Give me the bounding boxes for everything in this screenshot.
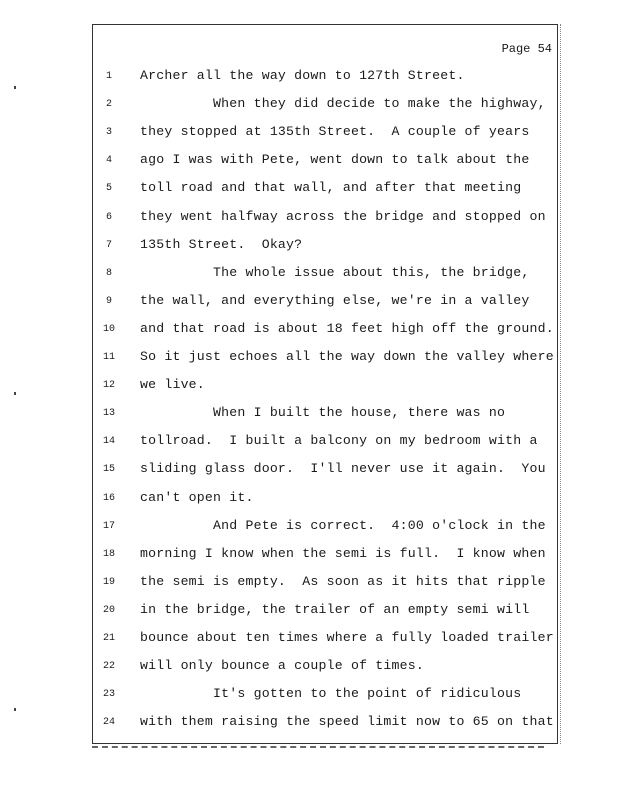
bottom-rule: [92, 746, 544, 748]
line-number: 15: [102, 464, 115, 476]
line-number: 21: [102, 633, 115, 644]
line-number: 12: [102, 380, 115, 392]
transcript-line: can't open it.: [140, 489, 254, 505]
transcript-line: morning I know when the semi is full. I know when: [140, 545, 546, 561]
transcript-line: 135th Street. Okay?: [140, 236, 303, 252]
transcript-line: toll road and that wall, and after that meeting: [140, 180, 522, 196]
transcript-line: Archer all the way down to 127th Street.: [140, 68, 465, 83]
line-number: 3: [105, 127, 112, 139]
transcript-line: in the bridge, the trailer of an empty semi will: [140, 601, 530, 617]
line-number: 20: [102, 604, 115, 616]
line-number: 9: [105, 295, 112, 307]
line-number: 16: [102, 492, 115, 504]
transcript-line: So it just echoes all the way down the valley where: [140, 349, 554, 364]
transcript-line: The whole issue about this, the bridge,: [140, 264, 530, 280]
transcript-line: And Pete is correct. 4:00 o'clock in the: [140, 517, 546, 533]
line-number: 11: [102, 352, 115, 363]
line-number: 19: [102, 576, 115, 588]
page-number-label: Page 54: [501, 42, 552, 56]
line-number: 13: [102, 408, 115, 420]
line-number: 17: [102, 520, 115, 532]
transcript-line: tollroad. I built a balcony on my bedroom with a: [140, 433, 538, 449]
line-number: 23: [102, 689, 115, 701]
transcript-line: will only bounce a couple of times.: [140, 658, 424, 674]
transcript-line: they stopped at 135th Street. A couple of years: [140, 124, 530, 140]
line-number: 10: [102, 323, 115, 335]
line-number: 14: [102, 436, 115, 448]
line-number: 7: [105, 239, 112, 251]
line-number: 5: [105, 183, 112, 195]
line-number: 4: [105, 155, 112, 167]
transcript-line: When I built the house, there was no: [140, 405, 506, 421]
line-number: 6: [105, 211, 112, 223]
margin-mark: [14, 708, 16, 711]
transcript-line: It's gotten to the point of ridiculous: [140, 686, 522, 702]
line-number: 24: [102, 717, 115, 729]
transcript-line: we live.: [140, 377, 205, 393]
transcript-line: with them raising the speed limit now to 65 on that: [140, 714, 554, 730]
line-number: 1: [105, 71, 112, 82]
transcript-line: bounce about ten times where a fully loaded trailer: [140, 630, 554, 645]
transcript-line: the wall, and everything else, we're in a valley: [140, 292, 530, 308]
right-margin-dotted-rule: [560, 24, 562, 744]
line-number: 18: [102, 548, 115, 560]
margin-mark: [14, 392, 16, 395]
transcript-line: sliding glass door. I'll never use it again. You: [140, 461, 546, 477]
margin-mark: [14, 86, 16, 89]
transcript-line: and that road is about 18 feet high off the ground.: [140, 320, 554, 336]
line-number: 22: [102, 661, 115, 673]
line-number: 8: [105, 267, 112, 279]
transcript-line: the semi is empty. As soon as it hits that ripple: [140, 573, 546, 589]
transcript-line: ago I was with Pete, went down to talk about the: [140, 152, 530, 168]
transcript-line: When they did decide to make the highway,: [140, 96, 546, 112]
transcript-line: they went halfway across the bridge and stopped on: [140, 208, 546, 224]
line-number: 2: [105, 99, 112, 111]
